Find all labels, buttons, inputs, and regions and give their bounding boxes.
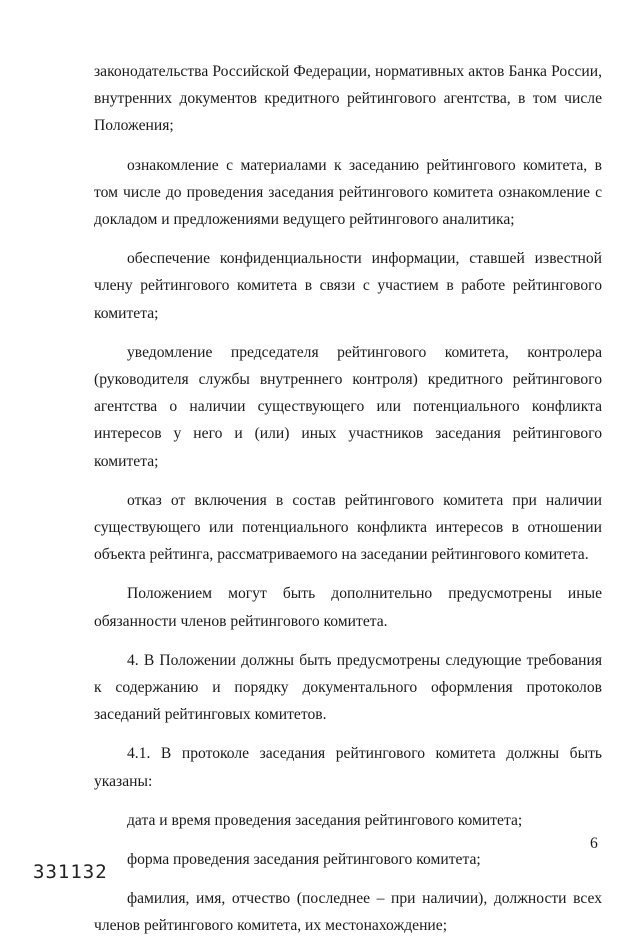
- paragraph-4: уведомление председателя рейтингового комитета, контролера (руководителя службы внутреннего контроля) кредитного рейтингового агентства о наличии существующего или потенциального конфликта интересов у него и (или) иных участников заседания рейтингового комитета;: [94, 343, 602, 470]
- paragraph-3: обеспечение конфиденциальности информации, ставшей известной члену рейтингового комитета в связи с участием в работе рейтингового комитета;: [94, 250, 602, 322]
- paragraph-11: фамилия, имя, отчество (последнее – при наличии), должности всех членов рейтингового комитета, их местонахождение;: [94, 890, 602, 935]
- paragraph-2: ознакомление с материалами к заседанию рейтингового комитета, в том числе до проведения заседания рейтингового комитета ознакомление с докладом и предложениями ведущего рейтингового аналитика;: [94, 156, 602, 229]
- page-number: 6: [590, 835, 598, 852]
- paragraph-8: 4.1. В протоколе заседания рейтингового комитета должны быть указаны:: [94, 745, 602, 790]
- document-body: [94, 58, 602, 952]
- paragraph-1: законодательства Российской Федерации, нормативных актов Банка России, внутренних документов кредитного рейтингового агентства, в том числе Положения;: [94, 63, 602, 135]
- paragraph-5: отказ от включения в состав рейтингового комитета при наличии существующего или потенциального конфликта интересов в отношении объекта рейтинга, рассматриваемого на заседании рейтингового комитета.: [94, 491, 602, 564]
- paragraph-6: Положением могут быть дополнительно предусмотрены иные обязанности членов рейтингового комитета.: [94, 585, 602, 630]
- document-id: 331132: [33, 861, 108, 883]
- paragraph-7: 4. В Положении должны быть предусмотрены следующие требования к содержанию и порядку документального оформления протоколов заседаний рейтинговых комитетов.: [94, 651, 602, 724]
- paragraph-10: форма проведения заседания рейтингового комитета;: [127, 851, 481, 869]
- paragraph-9: дата и время проведения заседания рейтингового комитета;: [127, 811, 523, 829]
